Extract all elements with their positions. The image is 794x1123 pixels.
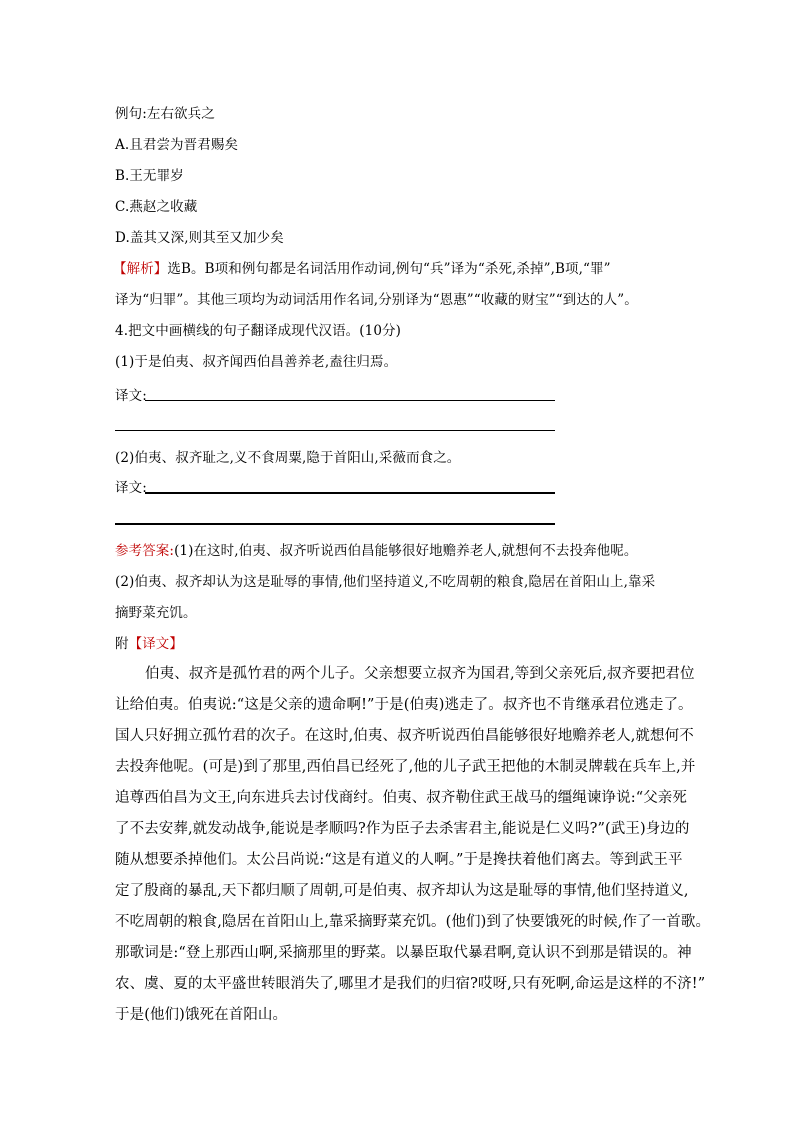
translation-line: 于是(他们)饿死在首阳山。 (115, 1007, 288, 1023)
analysis-tag: 【解析】 (113, 261, 168, 277)
reference-answer-line-2: (2)伯夷、叔齐却认为这是耻辱的事情,他们坚持道义,不吃周朝的粮食,隐居在首阳山上,靠采 (115, 574, 656, 590)
sub-question-1: (1)于是伯夷、叔齐闻西伯昌善养老,盍往归焉。 (115, 354, 398, 370)
translation-line: 去投奔他呢。(可是)到了那里,西伯昌已经死了,他的儿子武王把他的木制灵牌载在兵车上,并 (115, 759, 696, 775)
translation-line: 不吃周朝的粮食,隐居在首阳山上,靠采摘野菜充饥。(他们)到了快要饿死的时候,作了一首歌。 (115, 914, 711, 930)
translation-line: 追尊西伯昌为文王,向东进兵去讨伐商纣。伯夷、叔齐勒住武王战马的缰绳谏诤说:“父亲死 (115, 790, 688, 806)
appendix-prefix: 附 (115, 636, 129, 652)
question-4: 4.把文中画横线的句子翻译成现代汉语。(10分) (115, 323, 401, 339)
translation-line: 农、虞、夏的太平盛世转眼消失了,哪里才是我们的归宿?哎呀,只有死啊,命运是这样的不济!” (115, 976, 706, 992)
option-c: C.燕赵之收藏 (115, 199, 198, 215)
reference-answer-text-1: (1)在这时,伯夷、叔齐听说西伯昌能够很好地赡养老人,就想何不去投奔他呢。 (174, 543, 638, 559)
answer-line-2a (145, 492, 555, 494)
answer-label-2: 译文: (115, 480, 147, 496)
answer-line-2b (115, 523, 555, 525)
translation-line: 那歌词是:“登上那西山啊,采摘那里的野菜。以暴臣取代暴君啊,竟认识不到那是错误的。神 (115, 945, 692, 961)
analysis-line-1 (113, 259, 611, 279)
sub-question-2: (2)伯夷、叔齐耻之,义不食周粟,隐于首阳山,采薇而食之。 (115, 450, 461, 466)
translation-line: 让给伯夷。伯夷说:“这是父亲的遗命啊!”于是(伯夷)逃走了。叔齐也不肯继承君位逃走了。 (115, 697, 693, 713)
option-d: D.盖其又深,则其至又加少矣 (115, 230, 284, 246)
translation-line: 定了殷商的暴乱,天下都归顺了周朝,可是伯夷、叔齐却认为这是耻辱的事情,他们坚持道义, (115, 883, 689, 899)
answer-line-1a (145, 400, 555, 401)
reference-answer-line-3: 摘野菜充饥。 (115, 605, 197, 621)
analysis-line-2: 译为“归罪”。其他三项均为动词活用作名词,分别译为“恩惠”“收藏的财宝”“到达的人”。 (115, 292, 638, 308)
reference-answer-tag: 参考答案: (115, 543, 175, 559)
analysis-text-1: 选B。B项和例句都是名词活用作动词,例句“兵”译为“杀死,杀掉”,B项,“罪” (167, 261, 611, 277)
option-a: A.且君尝为晋君赐矣 (115, 137, 239, 153)
appendix-tag: 【译文】 (128, 636, 184, 652)
answer-label-1: 译文: (115, 388, 147, 404)
option-b: B.王无罪岁 (115, 168, 184, 184)
example-sentence: 例句:左右欲兵之 (115, 106, 215, 122)
appendix-heading (115, 634, 183, 654)
translation-line: 伯夷、叔齐是孤竹君的两个儿子。父亲想要立叔齐为国君,等到父亲死后,叔齐要把君位 (145, 666, 695, 682)
translation-line: 国人只好拥立孤竹君的次子。在这时,伯夷、叔齐听说西伯昌能够很好地赡养老人,就想何不 (115, 728, 694, 744)
reference-answer-line-1 (115, 541, 637, 561)
translation-line: 了不去安葬,就发动战争,能说是孝顺吗?作为臣子去杀害君主,能说是仁义吗?”(武王)身边的 (115, 821, 690, 837)
answer-line-1b (115, 430, 555, 431)
translation-line: 随从想要杀掉他们。太公吕尚说:“这是有道义的人啊。”于是搀扶着他们离去。等到武王平 (115, 852, 683, 868)
